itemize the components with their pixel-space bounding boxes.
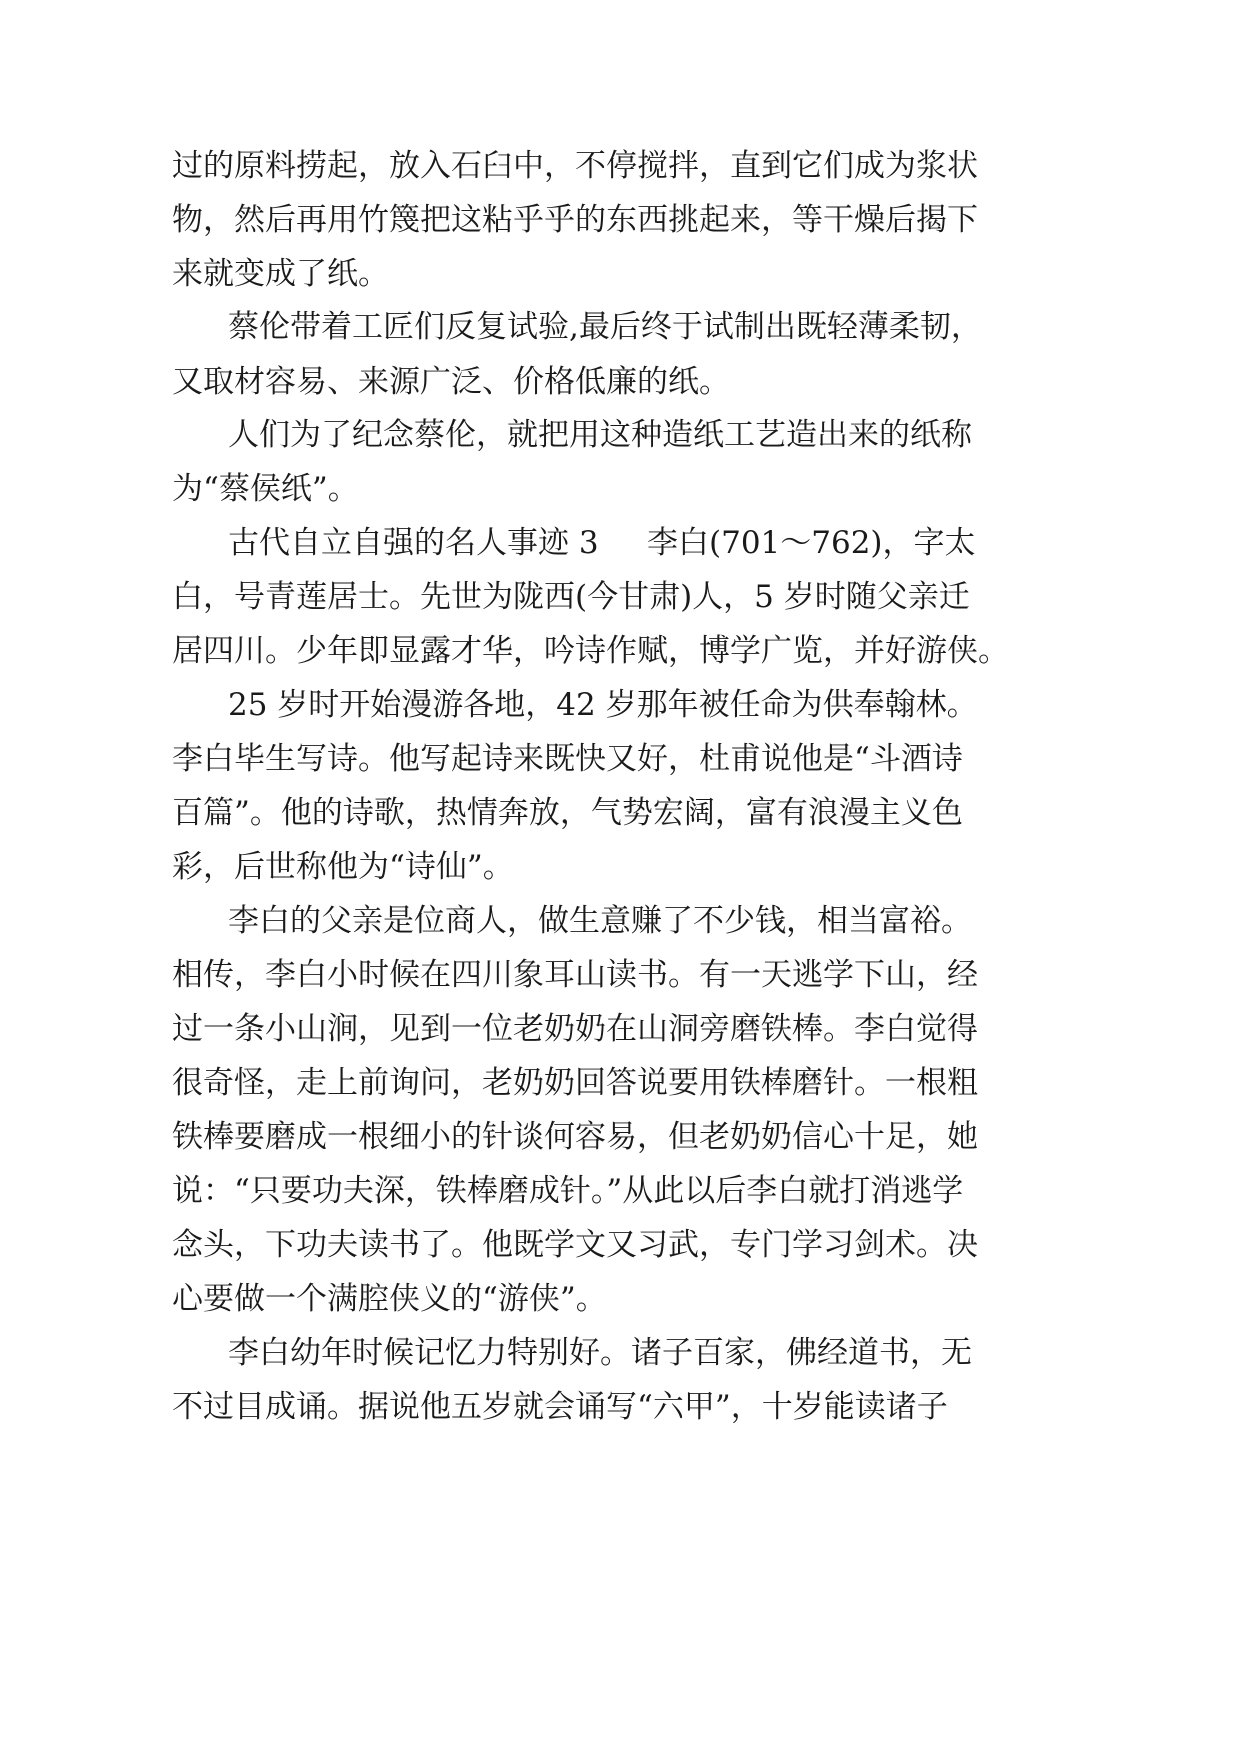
- text-line-9: [0, 567, 1241, 627]
- paragraph-text: 人们为了纪念蔡伦，就把用这种造纸工艺造出来的纸称: [228, 417, 972, 453]
- paragraph-text: 蔡伦带着工匠们反复试验,最后终于试制出既轻薄柔韧，: [228, 309, 982, 345]
- paragraph-text: 李白(701～762)，字太: [647, 525, 976, 561]
- text-line-14: [0, 837, 1241, 897]
- text-line-16: [0, 945, 1241, 1005]
- text-line-15: [0, 891, 1241, 951]
- paragraph-text: 李白幼年时候记忆力特别好。诸子百家，佛经道书，无: [228, 1335, 972, 1371]
- text-line-1: [0, 136, 1241, 196]
- text-line-18: [0, 1053, 1241, 1113]
- text-line-17: [0, 999, 1241, 1059]
- paragraph-text: 李白毕生写诗。他写起诗来既快又好，杜甫说他是“斗酒诗: [172, 741, 963, 777]
- text-line-4: [0, 297, 1241, 357]
- text-line-3: [0, 244, 1241, 304]
- text-line-22: [0, 1269, 1241, 1329]
- paragraph-text: 又取材容易、来源广泛、价格低廉的纸。: [172, 364, 730, 400]
- paragraph-text: 心要做一个满腔侠义的“游侠”。: [172, 1281, 607, 1317]
- paragraph-text: 白，号青莲居士。先世为陇西(今甘肃)人，5 岁时随父亲迁: [172, 579, 970, 615]
- paragraph-text: 过一条小山涧，见到一位老奶奶在山洞旁磨铁棒。李白觉得: [172, 1011, 978, 1047]
- paragraph-text: 不过目成诵。据说他五岁就会诵写“六甲”，十岁能读诸子: [172, 1389, 948, 1425]
- paragraph-text: 李白的父亲是位商人，做生意赚了不少钱，相当富裕。: [228, 903, 972, 939]
- text-line-11: [0, 675, 1241, 735]
- paragraph-text: 25 岁时开始漫游各地，42 岁那年被任命为供奉翰林。: [228, 687, 978, 723]
- paragraph-text: 彩，后世称他为“诗仙”。: [172, 849, 514, 885]
- text-line-5: [0, 352, 1241, 412]
- paragraph-text: 念头，下功夫读书了。他既学文又习武，专门学习剑术。决: [172, 1227, 978, 1263]
- text-line-6: [0, 405, 1241, 465]
- paragraph-text: 为“蔡侯纸”。: [172, 471, 359, 507]
- paragraph-text: 相传，李白小时候在四川象耳山读书。有一天逃学下山，经: [172, 957, 978, 993]
- text-line-10: [0, 621, 1241, 681]
- paragraph-text: 百篇”。他的诗歌，热情奔放，气势宏阔，富有浪漫主义色: [172, 795, 963, 831]
- text-line-2: [0, 190, 1241, 250]
- text-line-21: [0, 1215, 1241, 1275]
- text-line-19: [0, 1107, 1241, 1167]
- text-line-7: [0, 459, 1241, 519]
- text-line-13: [0, 783, 1241, 843]
- text-line-24: [0, 1377, 1241, 1437]
- paragraph-text: 过的原料捞起，放入石臼中，不停搅拌，直到它们成为浆状: [172, 148, 978, 184]
- section-heading: 古代自立自强的名人事迹 3: [228, 525, 599, 561]
- paragraph-text: 铁棒要磨成一根细小的针谈何容易，但老奶奶信心十足，她: [172, 1119, 978, 1155]
- text-line-23: [0, 1323, 1241, 1383]
- paragraph-text: 很奇怪，走上前询问，老奶奶回答说要用铁棒磨针。一根粗: [172, 1065, 978, 1101]
- text-line-8: [0, 513, 1241, 573]
- paragraph-text: 物，然后再用竹篾把这粘乎乎的东西挑起来，等干燥后揭下: [172, 202, 978, 238]
- text-line-20: [0, 1161, 1241, 1221]
- paragraph-text: 来就变成了纸。: [172, 256, 389, 292]
- text-line-12: [0, 729, 1241, 789]
- paragraph-text: 居四川。少年即显露才华，吟诗作赋，博学广览，并好游侠。: [172, 633, 1009, 669]
- paragraph-text: 说：“只要功夫深，铁棒磨成针。”从此以后李白就打消逃学: [172, 1173, 964, 1209]
